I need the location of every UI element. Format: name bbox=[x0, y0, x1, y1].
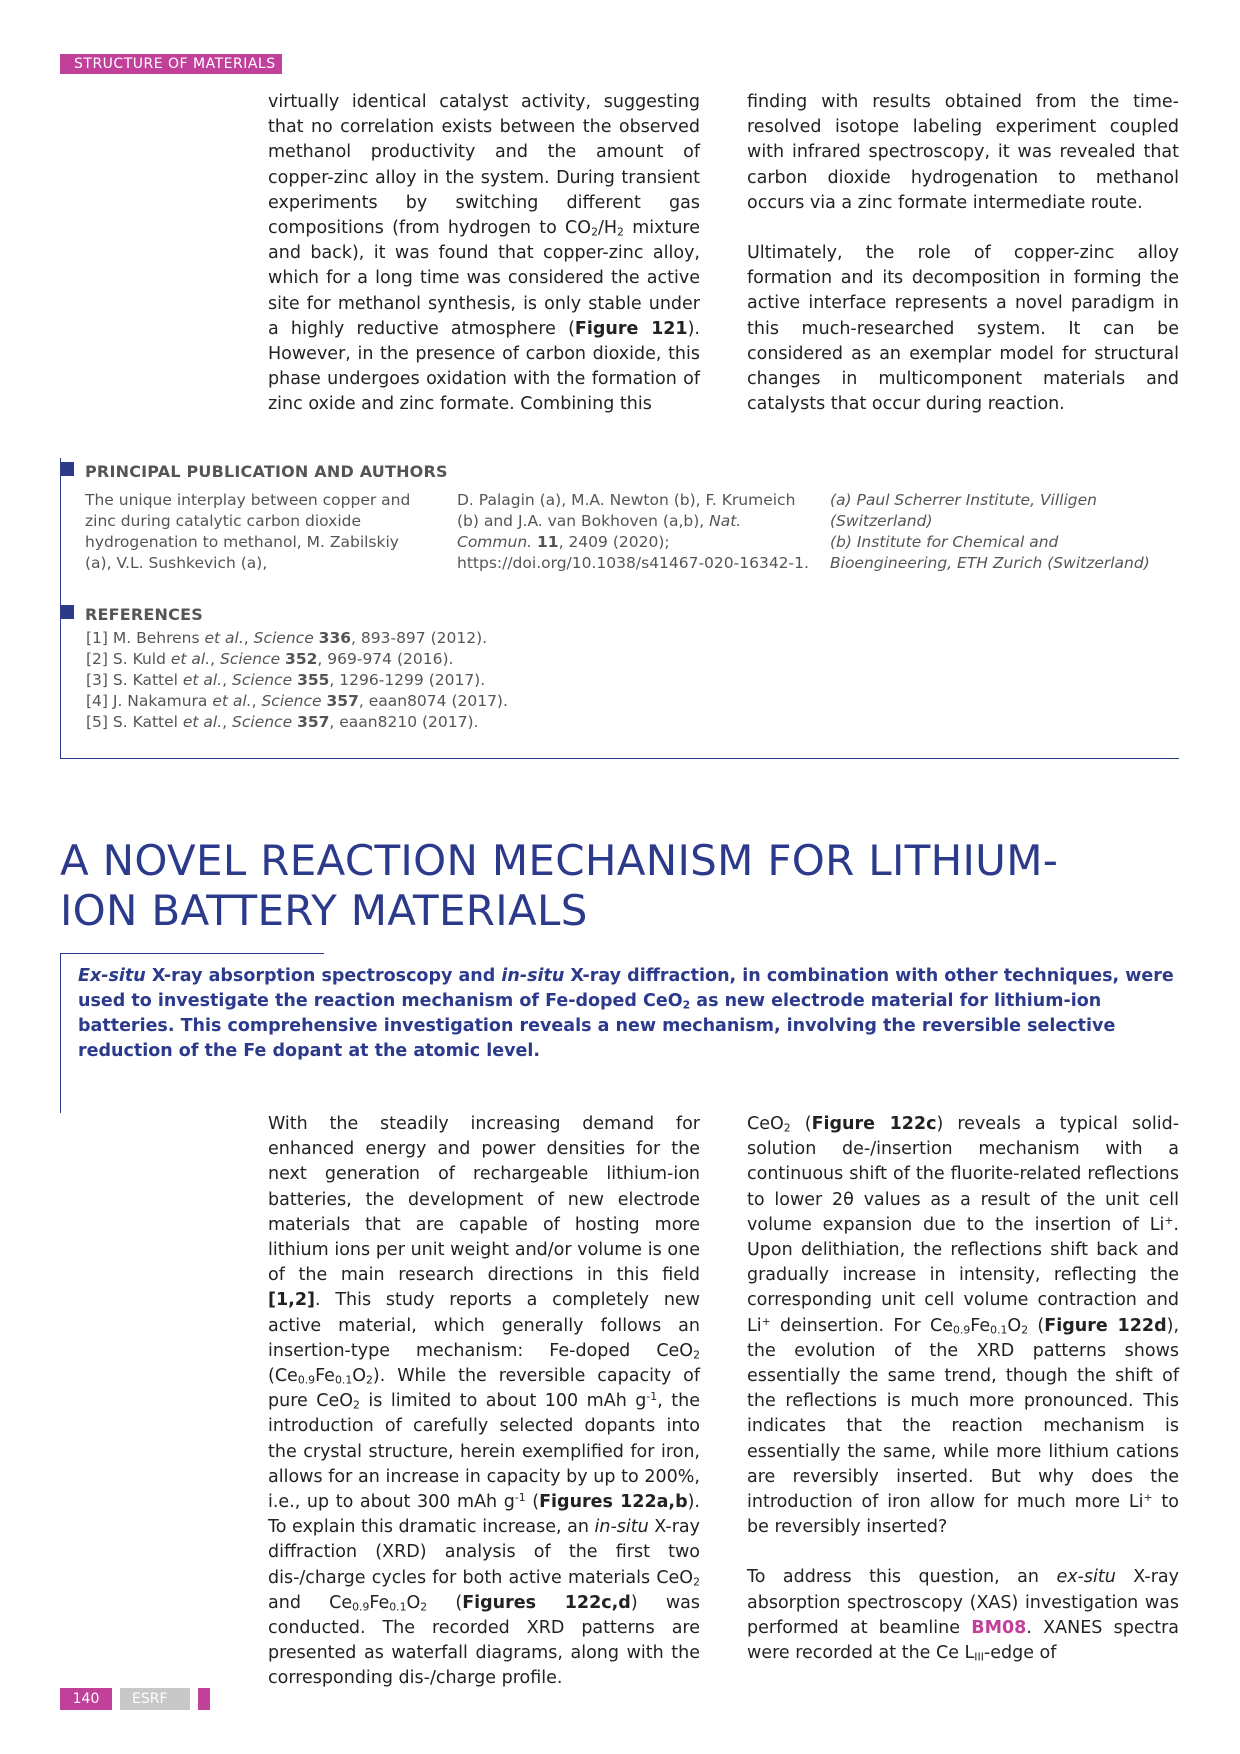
reference-item: [4] J. Nakamura et al., Science 357, eaan8074 (2017). bbox=[86, 692, 508, 710]
top-right-paragraph-1: finding with results obtained from the time-resolved isotope labeling experiment coupled with infrared spectroscopy, it was revealed that carbon dioxide hydrogenation to methanol occurs via a zinc formate intermediate route. bbox=[747, 92, 1179, 213]
figure-ref[interactable]: Figure 121 bbox=[574, 318, 688, 339]
abstract-rule bbox=[60, 953, 61, 1113]
page-number: 140 bbox=[60, 1688, 112, 1710]
title-underline bbox=[60, 953, 324, 954]
footer-brand: ESRF bbox=[120, 1688, 190, 1710]
top-left-column bbox=[268, 90, 700, 418]
references-heading-marker bbox=[60, 605, 74, 619]
publication-title-authors: The unique interplay between copper and zinc during catalytic carbon dioxide hydrogenation to methanol, M. Zabilskiy (a), V.L. Sushkevich (a), bbox=[85, 491, 411, 572]
article-title bbox=[60, 836, 1180, 936]
top-right-paragraph-2: Ultimately, the role of copper-zinc alloy formation and its decomposition in forming the active interface represents a novel paradigm in this much-researched system. It can be considered as an exemplar model for structural changes in multicomponent materials and catalysts that occur during reaction. bbox=[747, 243, 1179, 415]
body-right-paragraph-2: To address this question, an ex-situ X-ray absorption spectroscopy (XAS) investigation was performed at beamline BM08. XANES spectra were recorded at the Ce $L_{III}$-edge of bbox=[747, 1567, 1179, 1664]
reference-item: [5] S. Kattel et al., Science 357, eaan8210 (2017). bbox=[86, 713, 479, 731]
publication-heading: PRINCIPAL PUBLICATION AND AUTHORS bbox=[85, 462, 448, 481]
publication-affiliations: (a) Paul Scherrer Institute, Villigen (Switzerland) (b) Institute for Chemical and Bioengineering, ETH Zurich (Switzerland) bbox=[830, 491, 1150, 572]
top-left-paragraph: virtually identical catalyst activity, suggesting that no correlation exists between the observed methanol productivity and the amount of copper-zinc alloy in the system. During transient experiments by switching different gas compositions (from hydrogen to $CO_2/H_2$ mixture and back), it was found that copper-zinc alloy, which for a long time was considered the active site for methanol synthesis, is only stable under a highly reductive atmosphere (Figure 121). However, in the presence of carbon dioxide, this phase undergoes oxidation with the formation of zinc oxide and zinc formate. Combining this bbox=[268, 92, 701, 415]
article-abstract: Ex-situ X-ray absorption spectroscopy and in-situ X-ray diffraction, in combination with other techniques, were used to investigate the reaction mechanism of Fe-doped CeO$_2$ as new electrode material for lithium-ion batteries. This comprehensive investigation reveals a new mechanism, involving the reversible selective reduction of the Fe dopant at the atomic level. bbox=[78, 966, 1174, 1061]
publication-heading-marker bbox=[60, 462, 74, 476]
body-right-column bbox=[747, 1112, 1179, 1666]
reference-item: [2] S. Kuld et al., Science 352, 969-974 (2016). bbox=[86, 650, 454, 668]
references-heading: REFERENCES bbox=[85, 605, 203, 624]
reference-item: [1] M. Behrens et al., Science 336, 893-897 (2012). bbox=[86, 629, 488, 647]
footer-accent bbox=[198, 1688, 210, 1710]
beamline-link[interactable]: BM08 bbox=[971, 1617, 1027, 1638]
top-right-column bbox=[747, 90, 1179, 417]
reference-item: [3] S. Kattel et al., Science 355, 1296-1299 (2017). bbox=[86, 671, 486, 689]
body-right-paragraph-1: CeO$_2$ (Figure 122c) reveals a typical solid-solution de-/insertion mechanism with a continuous shift of the fluorite-related reflections to lower 2θ values as a result of the unit cell volume expansion due to the insertion of Li+. Upon delithiation, the reflections shift back and gradually increase in intensity, reflecting the corresponding unit cell volume contraction and Li+ deinsertion. For $Ce_{0.9}Fe_{0.1}O_2$ (Figure 122d), the evolution of the XRD patterns shows essentially the same trend, though the shift of the reflections is much more pronounced. This indicates that the reaction mechanism is essentially the same, while more lithium cations are reversibly inserted. But why does the introduction of iron allow for much more Li+ to be reversibly inserted? bbox=[747, 1114, 1180, 1538]
article-title-line-1: A NOVEL REACTION MECHANISM FOR LITHIUM- bbox=[60, 836, 1059, 885]
references-list bbox=[86, 628, 508, 733]
article-title-line-2: ION BATTERY MATERIALS bbox=[60, 886, 588, 935]
publication-citation: D. Palagin (a), M.A. Newton (b), F. Krumeich (b) and J.A. van Bokhoven (a,b), Nat. Commun. 11, 2409 (2020); https://doi.org/10.1038/s41467-020-16342-1. bbox=[457, 491, 809, 572]
body-left-column bbox=[268, 1112, 700, 1692]
body-left-paragraph: With the steadily increasing demand for enhanced energy and power densities for the next generation of rechargeable lithium-ion batteries, the development of new electrode materials that are capable of hosting more lithium ions per unit weight and/or volume is one of the main research directions in this field [1,2]. This study reports a completely new active material, which generally follows an insertion-type mechanism: Fe-doped CeO$_2$ $(Ce_{0.9}Fe_{0.1}O_2)$. While the reversible capacity of pure CeO$_2$ is limited to about 100 mAh $g^{-1}$, the introduction of carefully selected dopants into the crystal structure, herein exemplified for iron, allows for an increase in capacity by up to 200%, i.e., up to about 300 mAh $g^{-1}$ (Figures 122a,b). To explain this dramatic increase, an in-situ X-ray diffraction (XRD) analysis of the first two dis-/charge cycles for both active materials CeO$_2$ and $Ce_{0.9}Fe_{0.1}O_2$ (Figures 122c,d) was conducted. The recorded XRD patterns are presented as waterfall diagrams, along with the corresponding dis-/charge profile. bbox=[268, 1114, 701, 1689]
section-tag: STRUCTURE OF MATERIALS bbox=[60, 54, 282, 74]
